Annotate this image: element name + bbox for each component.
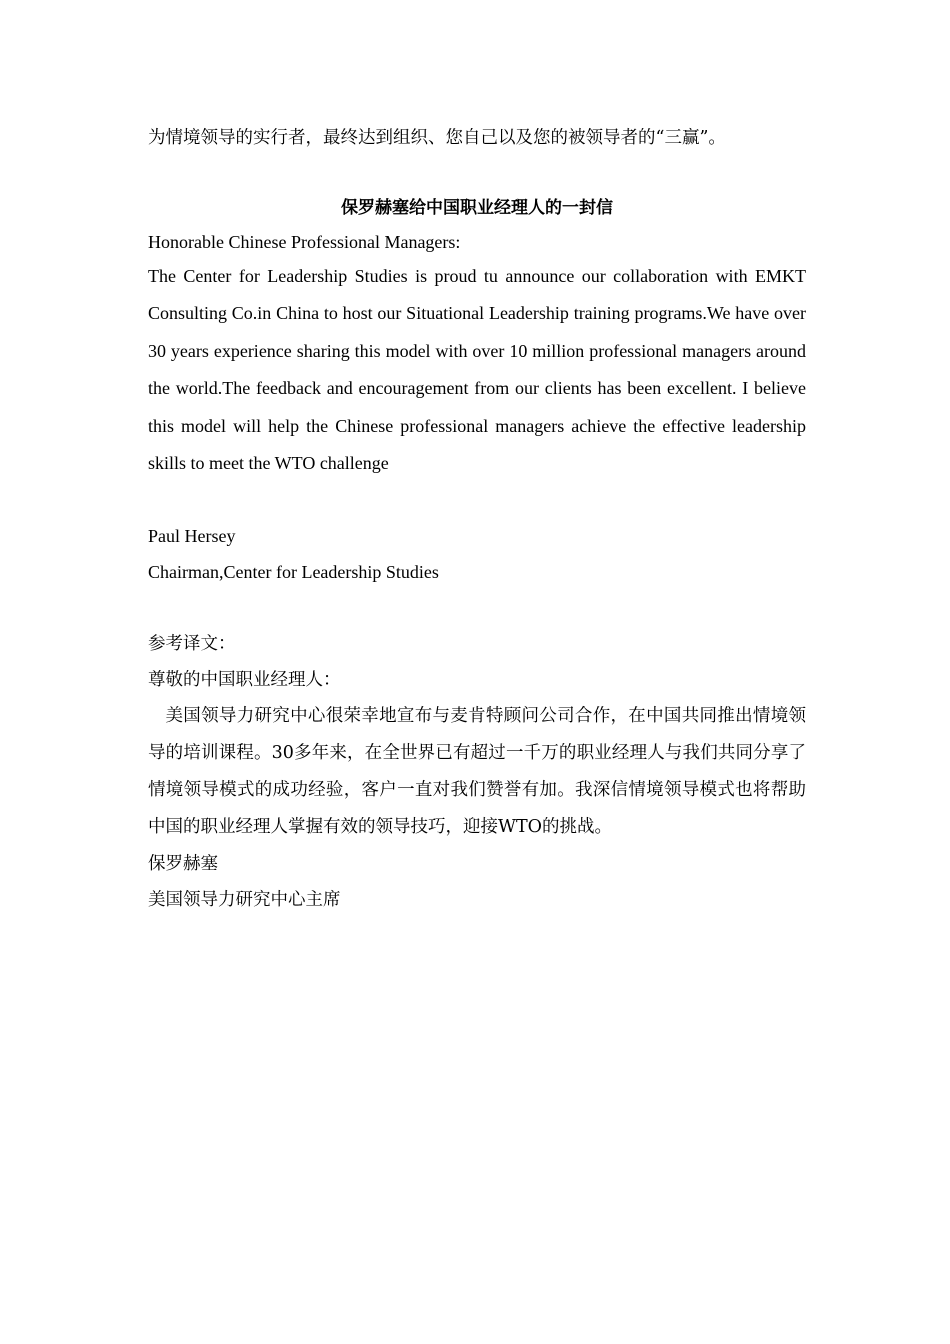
document-page [148, 120, 806, 918]
translation-label: 参考译文： [148, 634, 236, 655]
translation-greeting: 尊敬的中国职业经理人： [148, 670, 341, 691]
letter-body: The Center for Leadership Studies is proud tu announce our collaboration with EMKT Consulting Co.in China to host our Situational Leadership training programs.We have over 30 years experience sharing this model with over 10 million professional managers around the world.The feedback and encouragement from our clients has been excellent. I believe this model will help the Chinese professional managers achieve the effective leadership skills to meet the WTO challenge [148, 266, 806, 474]
translation-body: 美国领导力研究中心很荣幸地宣布与麦肯特顾问公司合作，在中国共同推出情境领导的培训课程。30多年来，在全世界已有超过一千万的职业经理人与我们共同分享了情境领导模式的成功经验，客户一直对我们赞誉有加。我深信情境领导模式也将帮助中国的职业经理人掌握有效的领导技巧，迎接WTO的挑战。 [148, 706, 806, 838]
paragraph-spacer [148, 590, 806, 626]
translation-signer-title: 美国领导力研究中心主席 [148, 890, 341, 911]
translation-signer-name: 保罗赫塞 [148, 854, 218, 875]
paragraph-spacer [148, 482, 806, 518]
intro-continuation-line: 为情境领导的实行者，最终达到组织、您自己以及您的被领导者的“三赢”。 [148, 128, 726, 148]
letter-greeting: Honorable Chinese Professional Managers: [148, 232, 461, 252]
signer-name: Paul Hersey [148, 526, 236, 547]
signer-title: Chairman,Center for Leadership Studies [148, 562, 439, 583]
letter-title: 保罗赫塞给中国职业经理人的一封信 [341, 198, 613, 218]
